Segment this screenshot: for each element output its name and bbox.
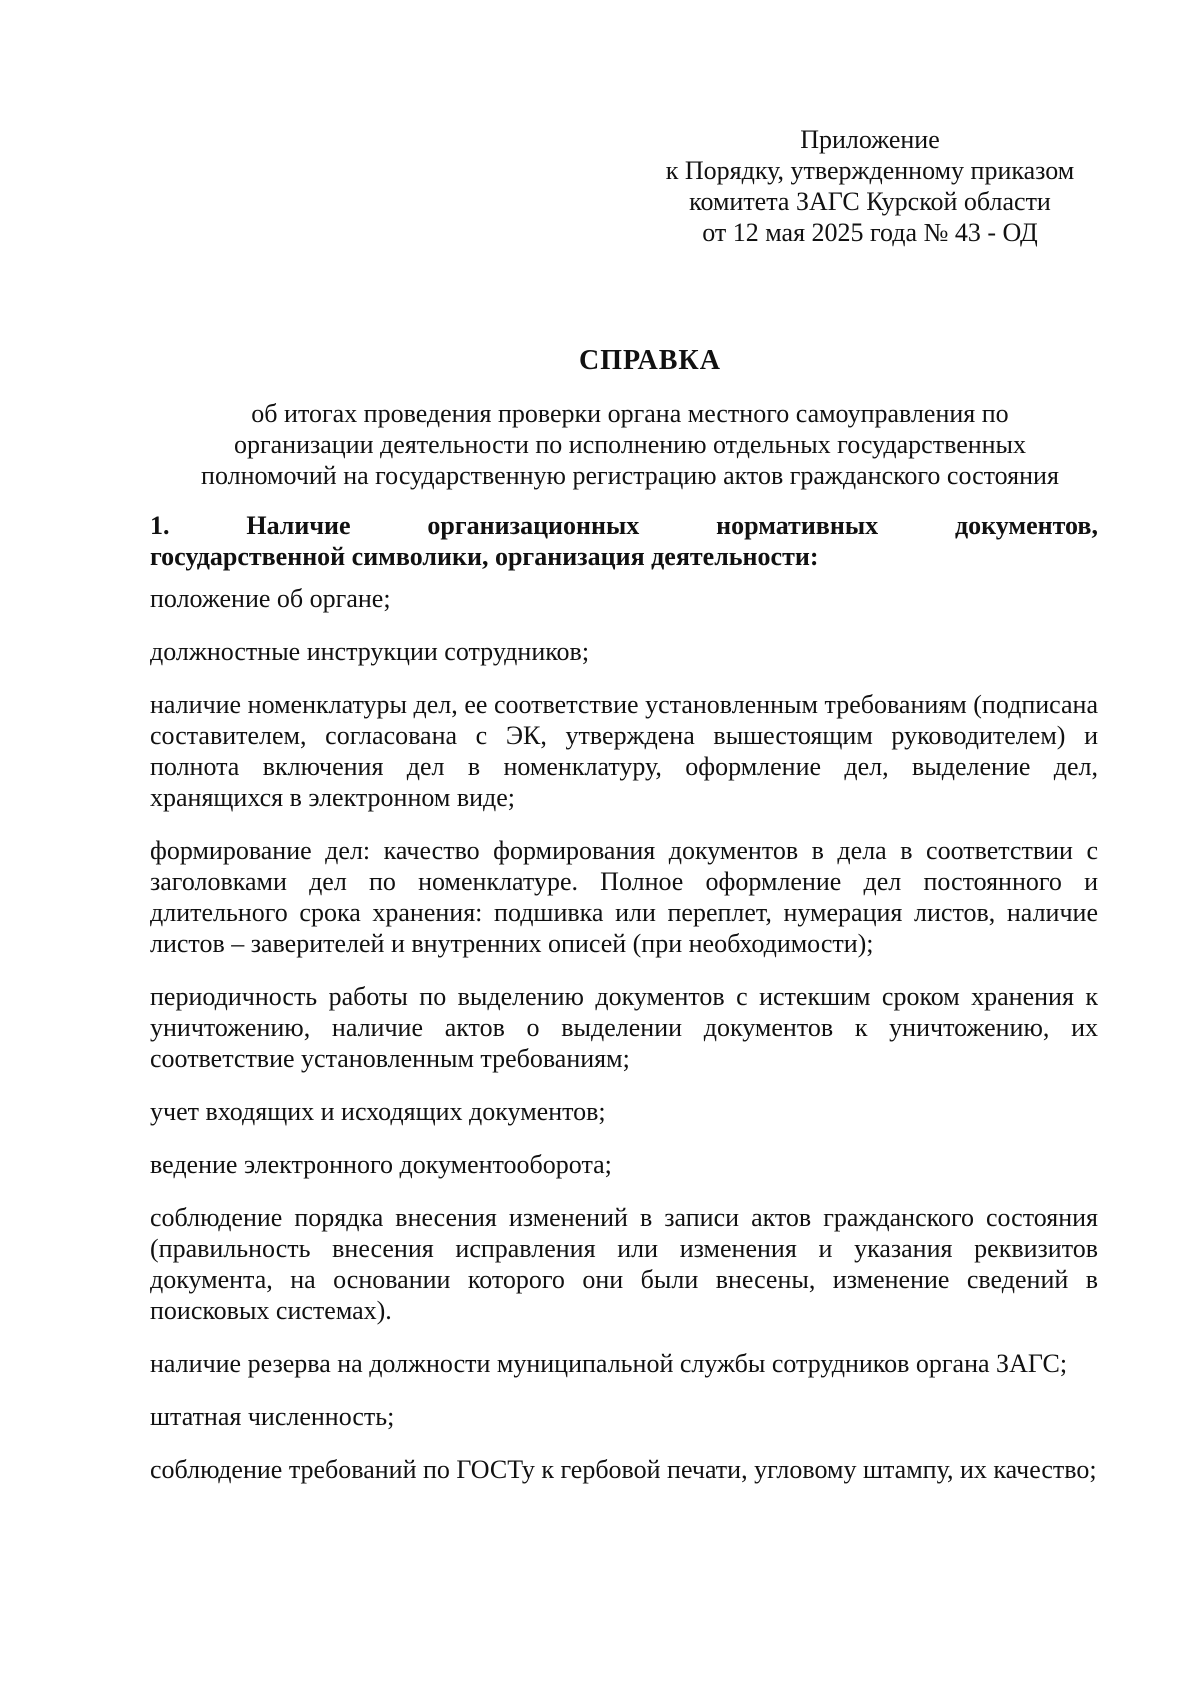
section-heading-word: организационных: [427, 511, 640, 540]
section-heading-row: [150, 510, 1098, 541]
section-heading-word: нормативных: [716, 511, 879, 540]
appendix-line: комитета ЗАГС Курской области: [689, 187, 1051, 216]
paragraph: положение об органе;: [150, 584, 391, 613]
paragraph: должностные инструкции сотрудников;: [150, 637, 590, 666]
section-heading-word: документов,: [954, 511, 1098, 540]
paragraph: ведение электронного документооборота;: [150, 1150, 612, 1179]
subtitle-line: организации деятельности по исполнению отдельных государственных: [233, 430, 1027, 459]
appendix-line: от 12 мая 2025 года № 43 - ОД: [702, 218, 1038, 247]
paragraph: наличие номенклатуры дел, ее соответствие установленным требованиям (подписана составителем, согласована с ЭК, утверждена вышестоящим руководителем) и полнота включения дел в номенклатуру, оформление дел, выделение дел, хранящихся в электронном виде;: [150, 690, 1098, 812]
body-text: [150, 583, 1098, 1507]
section-heading-word: Наличие: [246, 511, 351, 540]
paragraph: соблюдение требований по ГОСТу к гербовой печати, угловому штампу, их качество;: [150, 1455, 1097, 1484]
subtitle-line: полномочий на государственную регистрацию актов гражданского состояния: [201, 461, 1059, 490]
appendix-line: Приложение: [800, 125, 940, 154]
subtitle-line: об итогах проведения проверки органа местного самоуправления по: [251, 399, 1009, 428]
section-1-heading: [150, 510, 1098, 572]
document-title: СПРАВКА: [579, 345, 721, 376]
appendix-line: к Порядку, утвержденному приказом: [665, 156, 1075, 185]
paragraph: наличие резерва на должности муниципальной службы сотрудников органа ЗАГС;: [150, 1349, 1068, 1378]
section-number: 1.: [150, 511, 170, 540]
paragraph: учет входящих и исходящих документов;: [150, 1097, 606, 1126]
appendix-block: [620, 124, 1120, 248]
section-heading-row: государственной символики, организация деятельности:: [150, 542, 819, 571]
paragraph: штатная численность;: [150, 1402, 395, 1431]
paragraph: соблюдение порядка внесения изменений в записи актов гражданского состояния (правильность внесения исправления или изменения и указания реквизитов документа, на основании которого они были внесены, изменение сведений в поисковых системах).: [150, 1203, 1098, 1325]
paragraph: периодичность работы по выделению документов с истекшим сроком хранения к уничтожению, наличие актов о выделении документов к уничтожению, их соответствие установленным требованиям;: [150, 982, 1098, 1073]
document-subtitle: [150, 398, 1110, 491]
paragraph: формирование дел: качество формирования документов в дела в соответствии с заголовками дел по номенклатуре. Полное оформление дел постоянного и длительного срока хранения: подшивка или переплет, нумерация листов, наличие листов – заверителей и внутренних описей (при необходимости);: [150, 836, 1098, 958]
